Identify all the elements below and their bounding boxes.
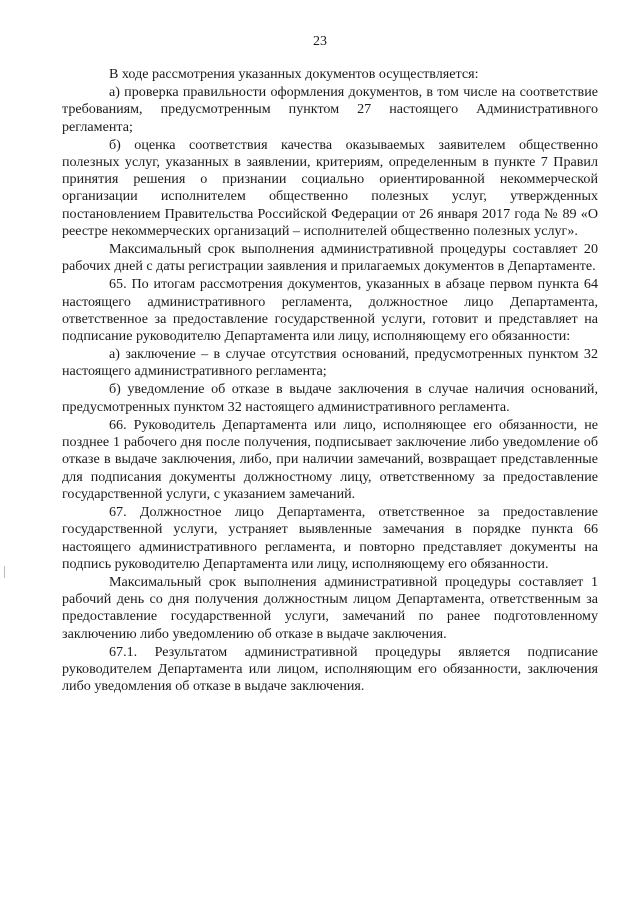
paragraph-review-intro: В ходе рассмотрения указанных документов осуществляется: (109, 66, 479, 82)
paragraph-65: 65. По итогам рассмотрения документов, указанных в абзаце первом пункта 64 настоящего административного регламента, должностное лицо Департамента, ответственное за предоставление государственной услуги, готовит и представляет на подписание руководителю Департамента или лицу, исполняющему его обязанности: (62, 276, 598, 345)
paragraph-65-item-b: б) уведомление об отказе в выдаче заключения в случае наличия оснований, предусмотренных пунктом 32 настоящего административного регламента. (62, 381, 598, 415)
document-body (62, 66, 598, 696)
paragraph-66: 66. Руководитель Департамента или лицо, исполняющее его обязанности, не позднее 1 рабочего дня после получения, подписывает заключение либо уведомление об отказе в выдаче заключения, либо, при наличии замечаний, возвращает представленные для подписания документы должностному лицу, ответственному за предоставление государственной услуги, с указанием замечаний. (62, 416, 598, 502)
paragraph-67: 67. Должностное лицо Департамента, ответственное за предоставление государственной услуги, устраняет выявленные замечания в порядке пункта 66 настоящего административного регламента, и повторно представляет документы на подпись руководителю Департамента или лицу, исполняющему его обязанности. (62, 503, 598, 572)
paragraph-65-item-a: а) заключение – в случае отсутствия оснований, предусмотренных пунктом 32 настоящего административного регламента; (62, 346, 598, 380)
paragraph-item-a-check: а) проверка правильности оформления документов, в том числе на соответствие требованиям, предусмотренным пунктом 27 настоящего Административного регламента; (62, 83, 598, 135)
page-number: 23 (313, 34, 327, 49)
paragraph-item-b-assessment: б) оценка соответствия качества оказываемых заявителем общественно полезных услуг, указанных в заявлении, критериям, определенным в пункте 7 Правил принятия решения о признании социально ориентированной некоммерческой организации исполнителем общественно полезных услуг, утвержденных постановлением Правительства Российской Федерации от 26 января 2017 года № 89 «О реестре некоммерческих организаций – исполнителей общественно полезных услуг». (62, 136, 598, 240)
margin-mark (4, 566, 5, 578)
paragraph-67-1: 67.1. Результатом административной процедуры является подписание руководителем Департамента или лицом, исполняющим его обязанности, заключения либо уведомления об отказе в выдаче заключения. (62, 643, 598, 695)
paragraph-max-term-20-days: Максимальный срок выполнения административной процедуры составляет 20 рабочих дней с даты регистрации заявления и прилагаемых документов в Департаменте. (62, 241, 598, 275)
paragraph-max-term-1-day: Максимальный срок выполнения административной процедуры составляет 1 рабочий день со дня получения должностным лицом Департамента, ответственным за предоставление государственной услуги, замечаний по ранее подготовленному заключению либо уведомлению об отказе в выдаче заключения. (62, 573, 598, 642)
